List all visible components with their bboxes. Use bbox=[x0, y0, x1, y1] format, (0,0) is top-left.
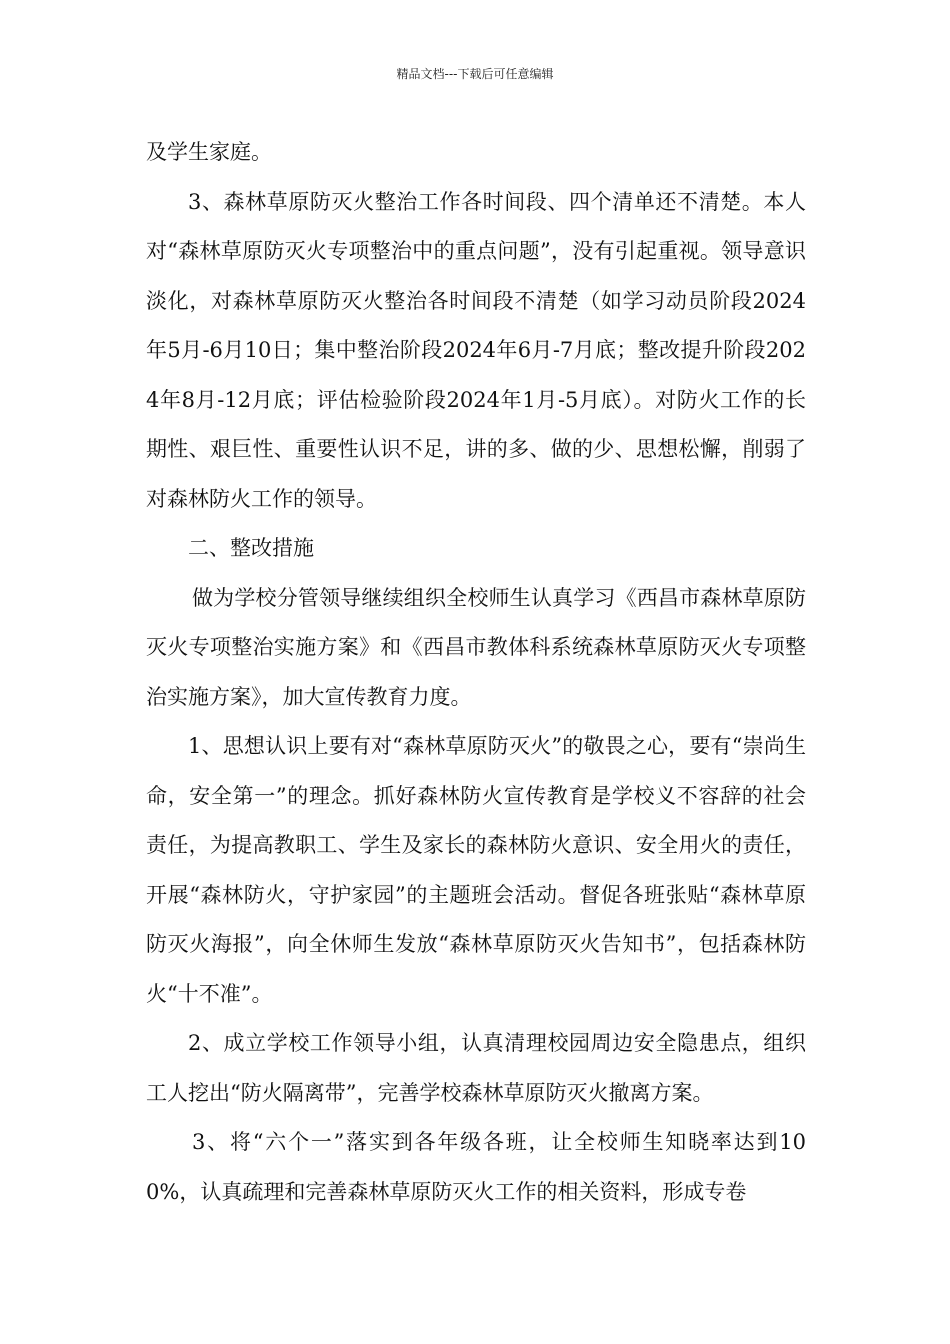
document-body bbox=[146, 128, 806, 1217]
paragraph-intro-measures: 做为学校分管领导继续组织全校师生认真学习《西昌市森林草原防灭火专项整治实施方案》和《西昌市教体科系统森林草原防灭火专项整治实施方案》，加大宣传教育力度。 bbox=[146, 585, 806, 709]
paragraph-measure-3: 3、将“六个一”落实到各年级各班，让全校师生知晓率达到100%，认真疏理和完善森林草原防灭火工作的相关资料，形成专卷 bbox=[146, 1130, 806, 1204]
paragraph-measure-2: 2、成立学校工作领导小组，认真清理校园周边安全隐患点，组织工人挖出“防火隔离带”，完善学校森林草原防灭火撤离方案。 bbox=[146, 1031, 806, 1105]
paragraph-continuation: 及学生家庭。 bbox=[146, 140, 272, 164]
paragraph-measure-1: 1、思想认识上要有对“森林草原防灭火”的敬畏之心，要有“崇尚生命，安全第一”的理念。抓好森林防火宣传教育是学校义不容辞的社会责任，为提高教职工、学生及家长的森林防火意识、安全用火的责任，开展“森林防火，守护家园”的主题班会活动。督促各班张贴“森林草原防灭火海报”，向全休师生发放“森林草原防灭火告知书”，包括森林防火“十不准”。 bbox=[146, 734, 806, 1006]
paragraph-item-3-issue: 3、森林草原防灭火整治工作各时间段、四个清单还不清楚。本人对“森林草原防灭火专项整治中的重点问题”，没有引起重视。领导意识淡化，对森林草原防灭火整治各时间段不清楚（如学习动员阶段2024年5月-6月10日；集中整治阶段2024年6月-7月底；整改提升阶段2024年8月-12月底；评估检验阶段2024年1月-5月底）。对防火工作的长期性、艰巨性、重要性认识不足，讲的多、做的少、思想松懈，削弱了对森林防火工作的领导。 bbox=[146, 189, 806, 511]
section-heading-rectification: 二、整改措施 bbox=[188, 536, 314, 560]
page-header: 精品文档---下载后可任意编辑 bbox=[396, 67, 554, 81]
